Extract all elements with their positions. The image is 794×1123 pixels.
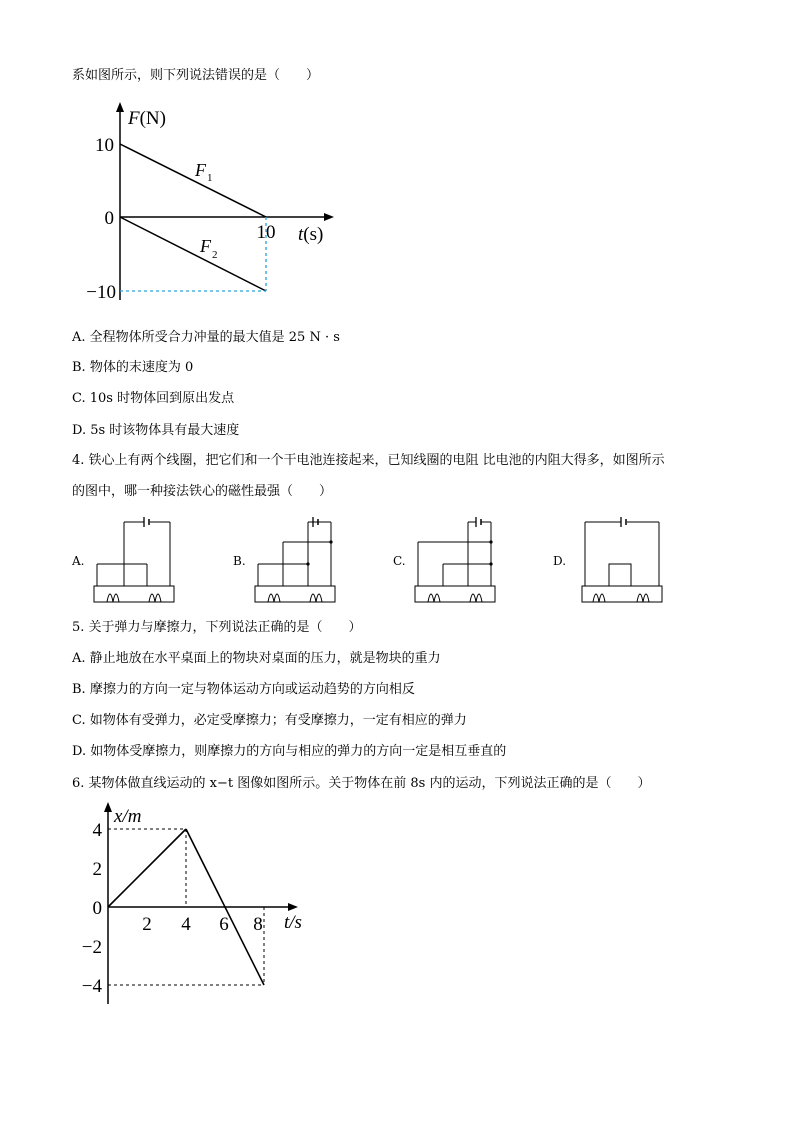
q3-stem-tail: 系如图所示，则下列说法错误的是（ ） <box>72 68 320 83</box>
q6-tick-y-neg4: −4 <box>81 976 102 997</box>
q4-circuit-b <box>253 512 343 608</box>
q3-y-label: F <box>128 108 140 129</box>
q6-tick-y-4: 4 <box>92 820 102 841</box>
q4-option-d <box>553 512 743 612</box>
q6-stem: 6. 某物体做直线运动的 x−t 图像如图所示。关于物体在前 8s 内的运动，下列说法正确的是（ ） <box>72 776 651 791</box>
q3-f1-sub: 1 <box>207 172 213 184</box>
q3-f2-sub: 2 <box>212 249 218 261</box>
q4-option-d-label: D. <box>553 554 567 568</box>
q4-circuit-a <box>92 512 182 608</box>
q3-x-label: t <box>298 224 304 245</box>
q3-option-b: B. 物体的末速度为 0 <box>72 360 194 375</box>
q4-stem-line2: 的图中，哪一种接法铁心的磁性最强（ ） <box>72 484 333 499</box>
q5-option-d: D. 如物体受摩擦力，则摩擦力的方向与相应的弹力的方向一定是相互垂直的 <box>72 744 507 759</box>
q6-tick-y-neg2: −2 <box>81 937 102 958</box>
q6-xt-graph <box>78 800 328 1010</box>
svg-text:F(N) <box>127 108 166 129</box>
q3-f2-line <box>120 217 266 291</box>
q6-tick-x-2: 2 <box>142 914 152 935</box>
q6-tick-x-6: 6 <box>219 914 229 935</box>
q6-tick-x-4: 4 <box>181 914 191 935</box>
q6-tick-y-2: 2 <box>92 859 102 880</box>
q3-option-a: A. 全程物体所受合力冲量的最大值是 25 N · s <box>72 330 340 345</box>
q6-x-label: t/s <box>284 912 302 933</box>
q5-option-c: C. 如物体有受弹力，必定受摩擦力；有受摩擦力，一定有相应的弹力 <box>72 713 467 728</box>
q3-x-axis-arrow <box>324 213 334 221</box>
q6-tick-x-8: 8 <box>253 914 263 935</box>
q6-tick-y-0: 0 <box>92 898 102 919</box>
q3-tick-y-10: 10 <box>95 135 114 156</box>
q5-option-a: A. 静止地放在水平桌面上的物块对桌面的压力，就是物块的重力 <box>72 651 441 666</box>
q4-circuit-c <box>413 512 503 608</box>
q3-y-axis-arrow <box>116 102 124 112</box>
q4-option-c-label: C. <box>393 554 406 568</box>
q6-series-segment-1 <box>108 829 186 907</box>
q3-f1-label: F <box>195 160 206 180</box>
q4-option-a-label: A. <box>72 554 85 568</box>
q6-x-axis-arrow <box>288 903 298 911</box>
q3-f2-label: F <box>200 236 211 256</box>
q3-option-c: C. 10s 时物体回到原出发点 <box>72 391 235 406</box>
q4-circuit-d <box>573 512 663 608</box>
q3-y-unit: (N) <box>139 108 166 129</box>
q3-force-time-graph <box>80 100 340 310</box>
q4-option-b-label: B. <box>233 554 246 568</box>
q6-y-label: x/m <box>114 806 142 827</box>
q5-option-b: B. 摩擦力的方向一定与物体运动方向或运动趋势的方向相反 <box>72 682 415 697</box>
q6-y-axis-arrow <box>104 802 112 812</box>
q3-f1-line <box>120 144 266 217</box>
q3-x-unit: (s) <box>303 224 324 245</box>
svg-text:t(s) <box>298 224 323 245</box>
q3-tick-y-neg10: −10 <box>86 282 116 303</box>
q5-stem: 5. 关于弹力与摩擦力，下列说法正确的是（ ） <box>72 620 362 635</box>
q3-option-d: D. 5s 时该物体具有最大速度 <box>72 423 240 438</box>
q3-tick-x-10: 10 <box>256 222 276 243</box>
q3-tick-y-0: 0 <box>104 208 114 229</box>
q4-stem-line1: 4. 铁心上有两个线圈，把它们和一个干电池连接起来，已知线圈的电阻 比电池的内阻大得多，如图所示 <box>72 453 665 468</box>
